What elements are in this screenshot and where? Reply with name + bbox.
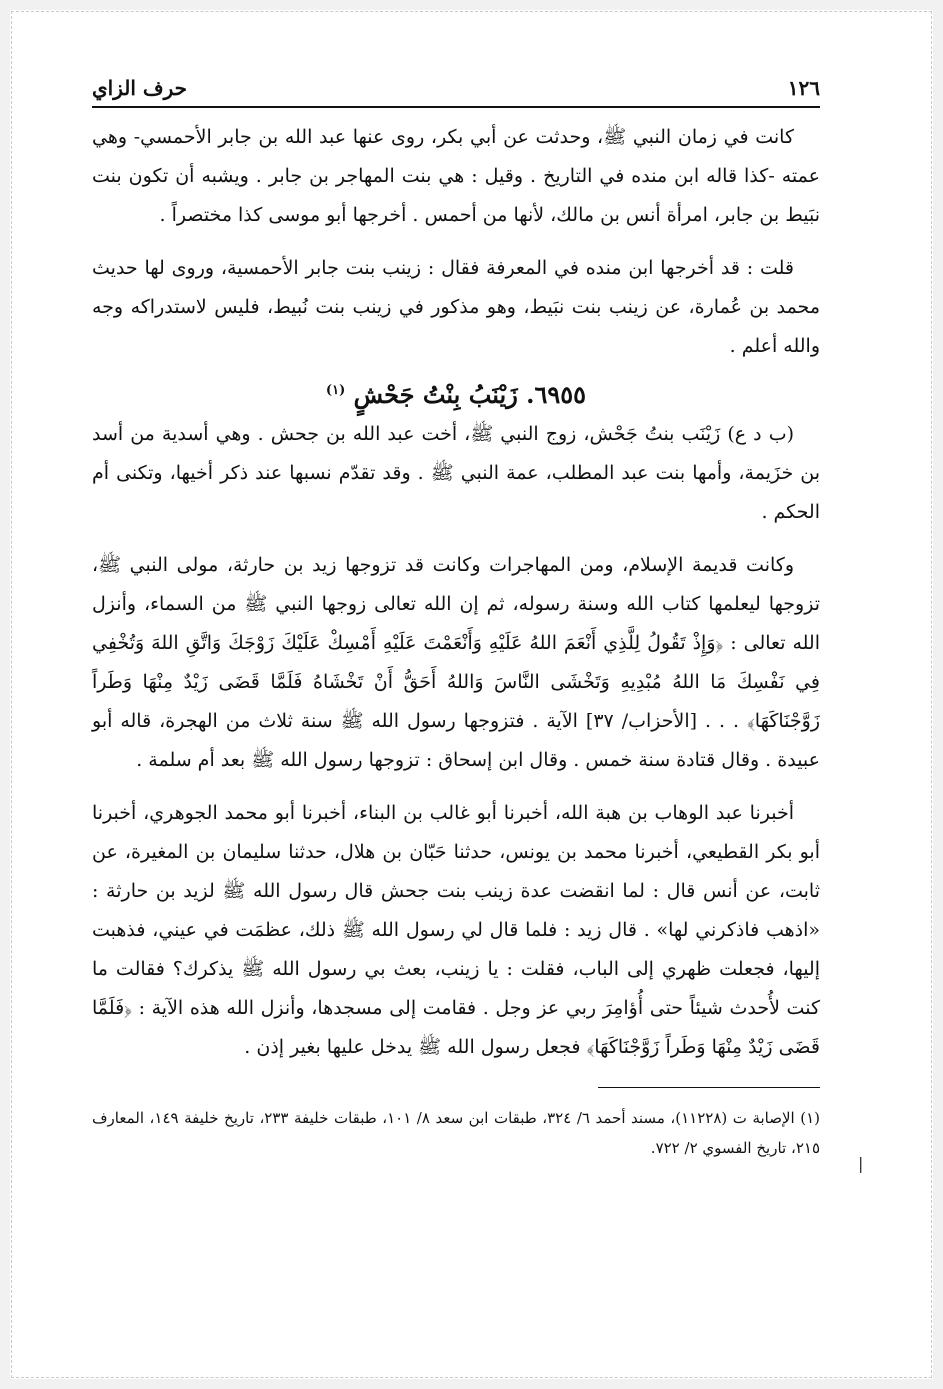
footnote-divider	[598, 1087, 820, 1088]
paragraph: قلت : قد أخرجها ابن منده في المعرفة فقال : زينب بنت جابر الأحمسية، وروى لها حديث محمد بن عُمارة، عن زينب بنت نبَيط، وهو مذكور في زينب بنت نُبيط، فليس لاستدراكه وجه والله أعلم .	[92, 257, 820, 357]
paragraph: كانت في زمان النبي ﷺ، وحدثت عن أبي بكر، روى عنها عبد الله بن جابر الأحمسي- وهي عمته -كذا قاله ابن منده في التاريخ . وقيل : هي بنت المهاجر بن جابر . ويشبه أن تكون بنت نبَيط بن جابر، امرأة أنس بن مالك، لأنها من أحمس . أخرجها أبو موسى كذا مختصراً .	[92, 126, 820, 226]
footnote: (١) الإصابة ت (١١٢٢٨)، مسند أحمد ٦/ ٣٢٤، طبقات ابن سعد ٨/ ١٠١، طبقات خليفة ٢٣٣، تاريخ خليفة ١٤٩، المعارف ٢١٥، تاريخ الفسوي ٢/ ٧٢٢.	[92, 1109, 821, 1157]
book-page	[92, 76, 820, 1178]
margin-tick: |	[858, 1154, 864, 1173]
footnote-marker: (١)	[325, 383, 346, 398]
entry-title	[92, 380, 820, 409]
paragraph: أخبرنا عبد الوهاب بن هبة الله، أخبرنا أبو غالب بن البناء، أخبرنا أبو محمد الجوهري، أخبرنا أبو بكر القطيعي، أخبرنا محمد بن يونس، حدثنا حَبّان بن هلال، حدثنا سليمان بن المغيرة، عن ثابت، عن أنس قال : لما انقضت عدة زينب بنت جحش قال رسول الله ﷺ لزيد بن حارثة : «اذهب فاذكرني لها» . قال زيد : فلما قال لي رسول الله ﷺ ذلك، عظمَت في عيني، فذهبت إليها، فجعلت ظهري إلى الباب، فقلت : يا زينب، بعث بي رسول الله ﷺ يذكرك؟ فقالت ما كنت لأُحدث شيئاً حتى أُؤامِرَ ربي عز وجل . فقامت إلى مسجدها، وأنزل الله هذه الآية : ﴿فَلَمَّا قَضَى زَيْدٌ مِنْهَا وَطَراً زَوَّجْنَاكَهَا﴾ فجعل رسول الله ﷺ يدخل عليها بغير إذن .	[92, 802, 820, 1058]
running-title: حرف الزاي	[92, 76, 187, 100]
page-header	[92, 76, 820, 108]
page-number: ١٢٦	[787, 76, 820, 100]
paragraph: وكانت قديمة الإسلام، ومن المهاجرات وكانت قد تزوجها زيد بن حارثة، مولى النبي ﷺ، تزوجها ليعلمها كتاب الله وسنة رسوله، ثم إن الله تعالى زوجها النبي ﷺ من السماء، وأنزل الله تعالى : ﴿وَإِذْ تَقُولُ لِلَّذِي أَنْعَمَ اللهُ عَلَيْهِ وَأَنْعَمْتَ عَلَيْهِ أَمْسِكْ عَلَيْكَ زَوْجَكَ وَاتَّقِ اللهَ وَتُخْفِي فِي نَفْسِكَ مَا اللهُ مُبْدِيهِ وَتَخْشَى النَّاسَ وَاللهُ أَحَقُّ أَنْ تَخْشَاهُ فَلَمَّا قَضَى زَيْدٌ مِنْهَا وَطَراً زَوَّجْنَاكَهَا﴾ . . . [الأحزاب/ ٣٧] الآية . فتزوجها رسول الله ﷺ سنة ثلاث من الهجرة، قاله أبو عبيدة . وقال قتادة سنة خمس . وقال ابن إسحاق : تزوجها رسول الله ﷺ بعد أم سلمة .	[92, 554, 820, 771]
entry-title-text: ٦٩٥٥. زَيْنَبُ بِنْتُ جَحْشٍ	[353, 380, 587, 409]
paragraph: (ب د ع) زَيْنَب بنتُ جَحْش، زوج النبي ﷺ، أخت عبد الله بن جحش . وهي أسدية من أسد بن خزَيمة، وأمها بنت عبد المطلب، عمة النبي ﷺ . وقد تقدّم نسبها عند ذكر أخيها، وتكنى أم الحكم .	[92, 423, 820, 523]
